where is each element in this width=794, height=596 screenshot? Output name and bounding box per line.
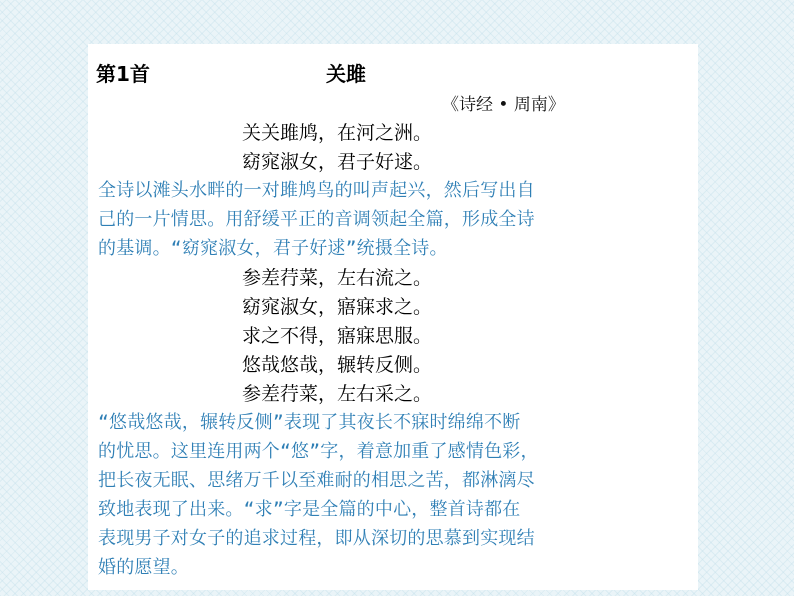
verse-line: 窈窕淑女，君子好逑。 xyxy=(242,151,433,173)
annotation-line: 致地表现了出来。“求”字是全篇的中心，整首诗都在 xyxy=(98,499,521,520)
poem-number: 第1首 xyxy=(96,62,150,86)
verse-line: 参差荇菜，左右采之。 xyxy=(242,383,433,405)
annotation-line: “悠哉悠哉，辗转反侧”表现了其夜长不寐时绵绵不断 xyxy=(98,412,521,433)
annotation-line: 表现男子对女子的追求过程，即从深切的思慕到实现结 xyxy=(98,528,535,549)
verse-line: 求之不得，寤寐思服。 xyxy=(242,325,433,347)
poem-title: 关雎 xyxy=(326,62,366,86)
annotation-line: 把长夜无眠、思绪万千以至难耐的相思之苦，都淋漓尽 xyxy=(98,470,535,491)
poem-source: 《诗经 • 周南》 xyxy=(442,95,565,115)
verse-line: 悠哉悠哉，辗转反侧。 xyxy=(242,354,433,376)
annotation-line: 的忧思。这里连用两个“悠”字，着意加重了感情色彩， xyxy=(98,441,539,462)
annotation-line: 己的一片情思。用舒缓平正的音调领起全篇，形成全诗 xyxy=(98,209,535,230)
annotation-line: 的基调。“窈窕淑女，君子好逑”统摄全诗。 xyxy=(98,238,448,259)
verse-line: 关关雎鸠，在河之洲。 xyxy=(242,122,433,144)
annotation-line: 婚的愿望。 xyxy=(98,557,189,578)
annotation-line: 全诗以滩头水畔的一对雎鸠鸟的叫声起兴，然后写出自 xyxy=(98,180,535,201)
verse-line: 窈窕淑女，寤寐求之。 xyxy=(242,296,433,318)
verse-line: 参差荇菜，左右流之。 xyxy=(242,267,433,289)
slide-content xyxy=(88,44,698,590)
